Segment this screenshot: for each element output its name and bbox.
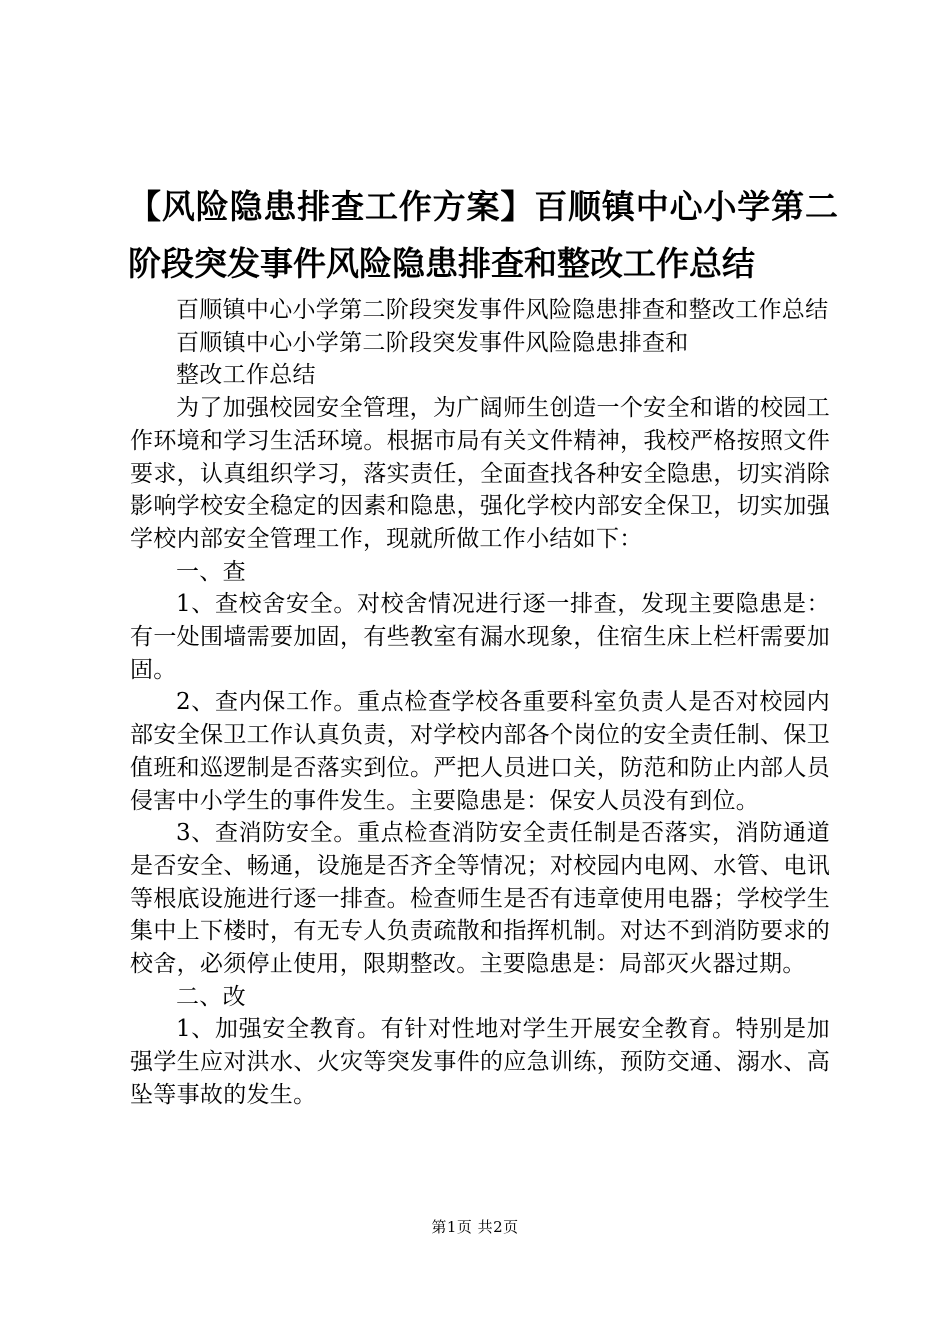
section-heading-check: 一、查	[176, 558, 246, 585]
document-body	[130, 294, 830, 1112]
paragraph-item-3: 3、查消防安全。重点检查消防安全责任制是否落实，消防通道是否安全、畅通，设施是否齐全等情况；对校园内电网、水管、电讯等根底设施进行逐一排查。检查师生是否有违章使用电器；学校学生集中上下楼时，有无专人负责疏散和指挥机制。对达不到消防要求的校舍，必须停止使用，限期整改。主要隐患是：局部灭火器过期。	[130, 820, 830, 978]
section-heading-fix: 二、改	[176, 983, 246, 1010]
document-title: 【风险隐患排查工作方案】百顺镇中心小学第二阶段突发事件风险隐患排查和整改工作总结	[128, 187, 838, 283]
paragraph-fix-item-1: 1、加强安全教育。有针对性地对学生开展安全教育。特别是加强学生应对洪水、火灾等突发事件的应急训练，预防交通、溺水、高坠等事故的发生。	[130, 1016, 830, 1108]
paragraph-intro: 为了加强校园安全管理，为广阔师生创造一个安全和谐的校园工作环境和学习生活环境。根据市局有关文件精神，我校严格按照文件要求，认真组织学习，落实责任，全面查找各种安全隐患，切实消除影响学校安全稳定的因素和隐患，强化学校内部安全保卫，切实加强学校内部安全管理工作，现就所做工作小结如下：	[130, 395, 830, 552]
paragraph-repeated-title-line1: 百顺镇中心小学第二阶段突发事件风险隐患排查和	[176, 329, 689, 356]
paragraph-repeated-title-line2: 整改工作总结	[176, 362, 316, 389]
paragraph-item-1: 1、查校舍安全。对校舍情况进行逐一排查，发现主要隐患是：有一处围墙需要加固，有些教室有漏水现象，住宿生床上栏杆需要加固。	[130, 591, 830, 683]
paragraph-item-2: 2、查内保工作。重点检查学校各重要科室负责人是否对校园内部安全保卫工作认真负责，对学校内部各个岗位的安全责任制、保卫值班和巡逻制是否落实到位。严把人员进口关，防范和防止内部人员侵害中小学生的事件发生。主要隐患是：保安人员没有到位。	[130, 689, 830, 814]
page-indicator: 第1页 共2页	[431, 1218, 519, 1236]
paragraph-subtitle: 百顺镇中心小学第二阶段突发事件风险隐患排查和整改工作总结	[176, 297, 829, 323]
